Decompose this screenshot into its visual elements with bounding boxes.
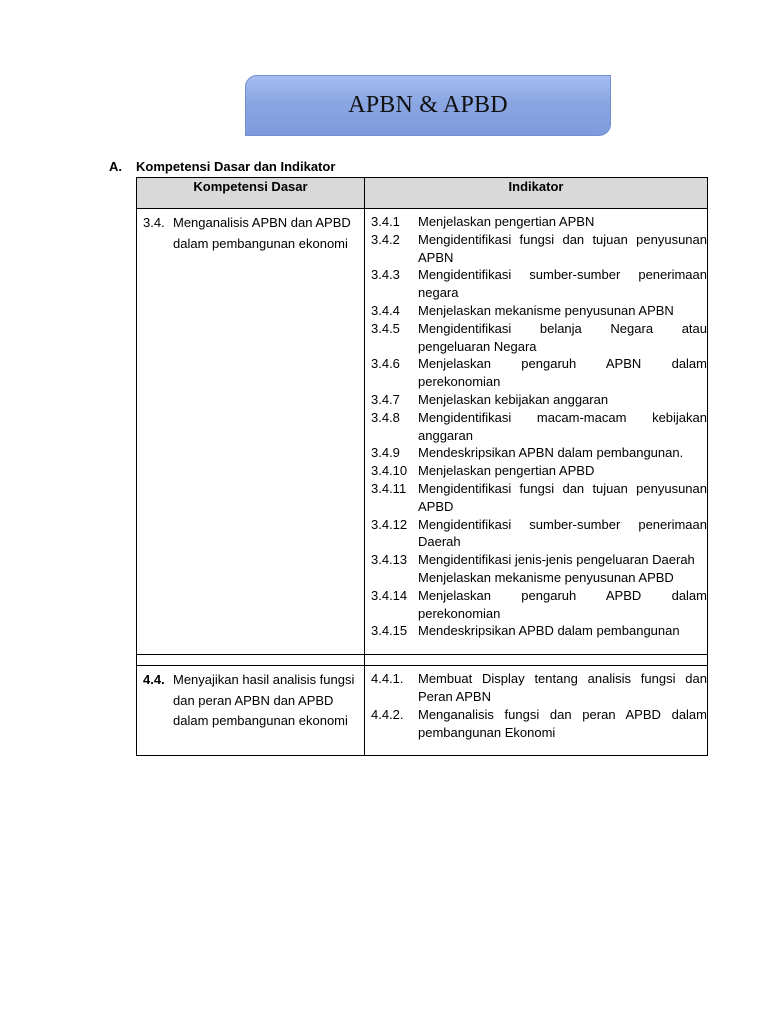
indicator-item: [371, 516, 707, 552]
indicator-number: 3.4.7: [371, 391, 400, 407]
indicator-item: [371, 213, 707, 231]
indicator-item: [371, 587, 707, 623]
indicator-cell: [365, 209, 708, 655]
row-spacer: [137, 655, 708, 666]
indicator-text: Membuat Display tentang analisis fungsi dan Peran APBN: [418, 671, 707, 704]
indicator-number: 3.4.3: [371, 267, 400, 283]
indicator-item: [371, 569, 707, 587]
indicator-item: [371, 266, 707, 302]
indicator-text: Mendeskripsikan APBN dalam pembangunan.: [418, 445, 684, 461]
kd-description: Menganalisis APBN dan APBD dalam pembangunan ekonomi: [173, 215, 351, 251]
indicator-item: [371, 444, 707, 462]
indicator-number: [371, 569, 418, 587]
indicator-number: 3.4.5: [371, 320, 400, 336]
indicator-item: [371, 391, 707, 409]
indicator-item: [371, 355, 707, 391]
kd-number: 4.4.: [143, 672, 165, 688]
kd-cell: [137, 666, 365, 756]
indicator-text: Menjelaskan pengertian APBN: [418, 214, 595, 229]
indicator-number: 4.4.2.: [371, 706, 404, 722]
indicator-text: Mengidentifikasi jenis-jenis pengeluaran Daerah: [418, 552, 695, 568]
indicator-item: [371, 302, 707, 320]
indicator-number: 3.4.8: [371, 409, 400, 425]
title-banner: [245, 75, 611, 136]
indicator-item: [371, 409, 707, 445]
kd-number: 3.4.: [143, 215, 165, 230]
indicator-number: 3.4.2: [371, 231, 400, 247]
indicator-item: [371, 551, 707, 569]
indicator-text: Menjelaskan kebijakan anggaran: [418, 391, 609, 407]
indicator-number: 3.4.4: [371, 302, 400, 318]
indicator-text: Mengidentifikasi sumber-sumber penerimaan Daerah: [418, 516, 707, 550]
indicator-text: Menjelaskan pengertian APBD: [418, 463, 595, 479]
indicator-item: [371, 670, 707, 706]
section-title: Kompetensi Dasar dan Indikator: [136, 159, 336, 174]
header-kompetensi-dasar: Kompetensi Dasar: [137, 178, 365, 209]
table-row: [137, 209, 708, 655]
indicator-number: 3.4.1: [371, 214, 400, 229]
indicator-text: Menjelaskan pengaruh APBN dalam perekonomian: [418, 356, 707, 390]
indicator-item: [371, 320, 707, 356]
indicator-number: 3.4.13: [371, 552, 408, 568]
indicator-number: 4.4.1.: [371, 671, 404, 687]
indicator-text: Menganalisis fungsi dan peran APBD dalam pembangunan Ekonomi: [418, 706, 707, 740]
indicator-text: Mengidentifikasi fungsi dan tujuan penyusunan APBN: [418, 231, 707, 265]
kd-description: Menyajikan hasil analisis fungsi dan peran APBN dan APBD dalam pembangunan ekonomi: [173, 672, 355, 729]
indicator-item: [371, 622, 707, 640]
kd-cell: [137, 209, 365, 655]
section-heading: [109, 159, 335, 174]
competency-table: [136, 177, 708, 756]
indicator-text: Mengidentifikasi fungsi dan tujuan penyusunan APBD: [418, 480, 707, 514]
document-title: APBN & APBD: [348, 92, 508, 118]
indicator-item: [371, 480, 707, 516]
indicator-text: Mengidentifikasi macam-macam kebijakan anggaran: [418, 409, 707, 443]
indicator-number: 3.4.15: [371, 623, 408, 639]
indicator-number: 3.4.11: [371, 480, 407, 496]
indicator-number: 3.4.10: [371, 463, 408, 479]
indicator-text: Mengidentifikasi belanja Negara atau pengeluaran Negara: [418, 320, 707, 354]
indicator-number: 3.4.6: [371, 356, 400, 372]
section-letter: A.: [109, 159, 122, 174]
table-row: [137, 666, 708, 756]
indicator-item: [371, 706, 707, 742]
indicator-cell: [365, 666, 708, 756]
indicator-text: Mendeskripsikan APBD dalam pembangunan: [418, 623, 680, 639]
indicator-text: Menjelaskan mekanisme penyusunan APBD: [418, 569, 674, 585]
indicator-text: Menjelaskan pengaruh APBD dalam perekonomian: [418, 587, 707, 621]
indicator-number: 3.4.14: [371, 587, 408, 603]
header-indikator: Indikator: [365, 178, 708, 209]
indicator-item: [371, 462, 707, 480]
indicator-number: 3.4.12: [371, 516, 408, 532]
table-header-row: [137, 178, 708, 209]
indicator-text: Mengidentifikasi sumber-sumber penerimaan negara: [418, 267, 707, 301]
indicator-text: Menjelaskan mekanisme penyusunan APBN: [418, 302, 674, 318]
indicator-item: [371, 231, 707, 267]
indicator-number: 3.4.9: [371, 445, 400, 461]
